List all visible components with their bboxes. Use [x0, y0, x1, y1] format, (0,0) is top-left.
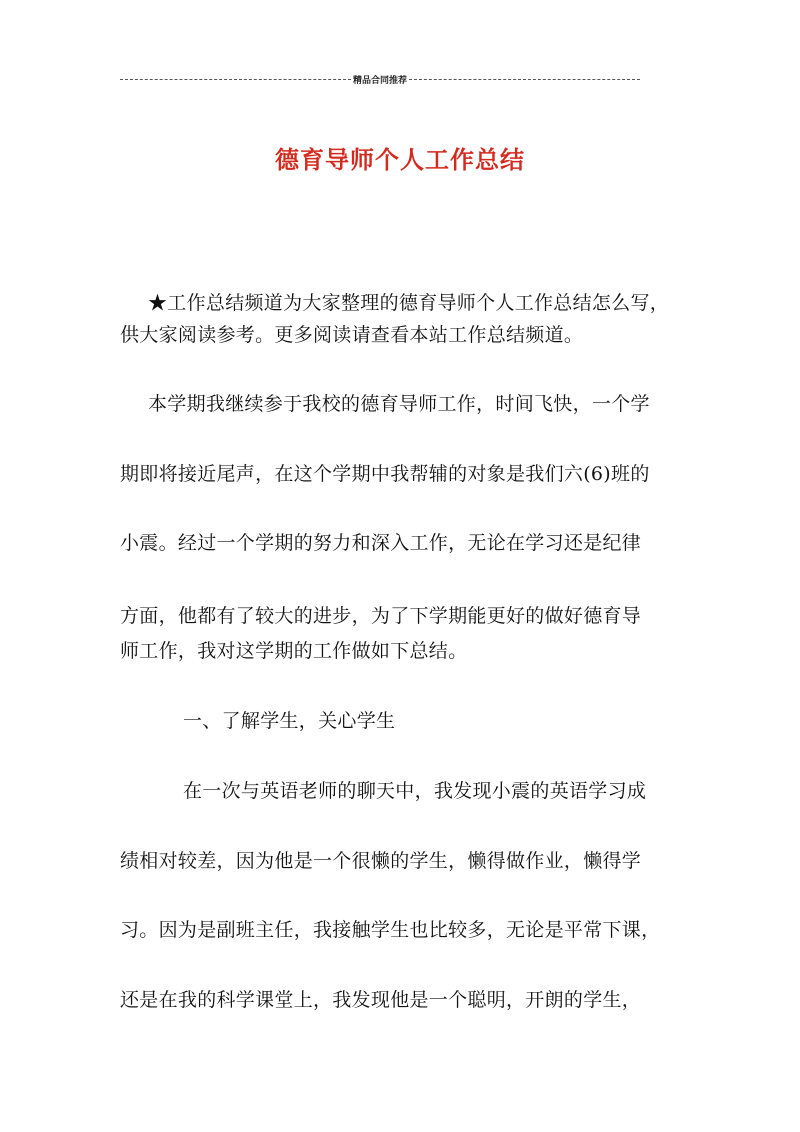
header-dash-right — [409, 79, 640, 80]
paragraph-line: 小震。经过一个学期的努力和深入工作，无论在学习还是纪律 — [120, 532, 642, 554]
paragraph-line: 绩相对较差，因为他是一个很懒的学生，懒得做作业，懒得学 — [120, 850, 642, 872]
header-label: 精品合同推荐 — [353, 75, 408, 86]
document-title: 德育导师个人工作总结 — [275, 145, 525, 174]
paragraph-line: 方面，他都有了较大的进步，为了下学期能更好的做好德育导 — [120, 605, 642, 627]
paragraph-line: 本学期我继续参于我校的德育导师工作，时间飞快，一个学 — [148, 393, 650, 415]
paragraph-line: ★工作总结频道为大家整理的德育导师个人工作总结怎么写， — [148, 292, 670, 314]
paragraph-line: 供大家阅读参考。更多阅读请查看本站工作总结频道。 — [120, 324, 584, 346]
paragraph-line: 还是在我的科学课堂上，我发现他是一个聪明，开朗的学生， — [120, 989, 642, 1011]
paragraph-line: 在一次与英语老师的聊天中，我发现小震的英语学习成 — [183, 780, 647, 802]
paragraph-line: 习。因为是副班主任，我接触学生也比较多，无论是平常下课， — [120, 919, 661, 941]
paragraph-line: 师工作，我对这学期的工作做如下总结。 — [120, 640, 468, 662]
header-rule — [120, 72, 640, 86]
paragraph-line: 期即将接近尾声，在这个学期中我帮辅的对象是我们六(6)班的 — [120, 463, 650, 485]
section-heading: 一、了解学生，关心学生 — [183, 710, 396, 732]
header-dash-left — [120, 79, 351, 80]
